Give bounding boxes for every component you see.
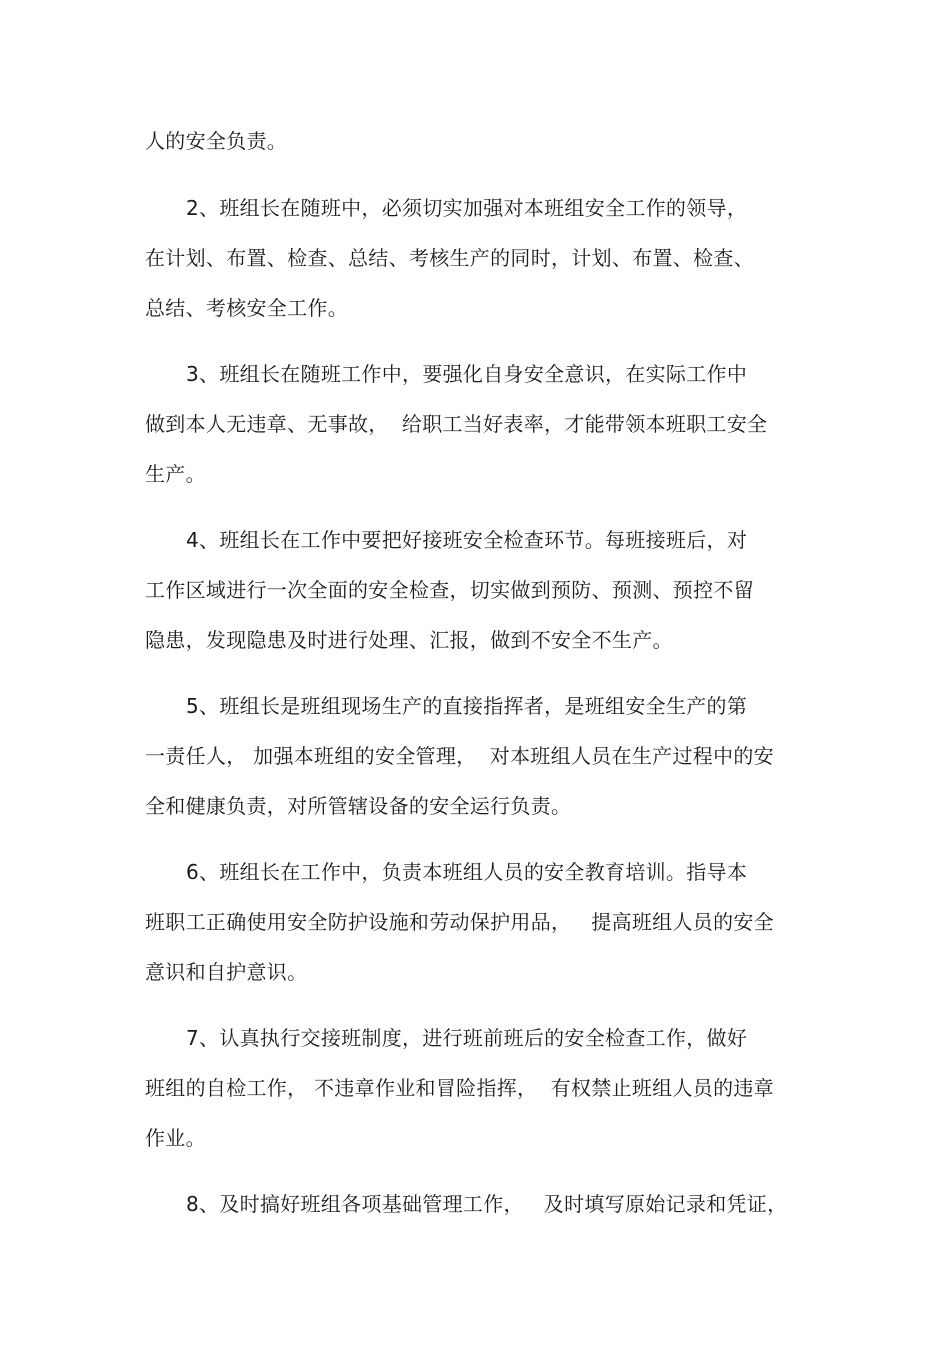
paragraph-7-line: 7、认真执行交接班制度，进行班前班后的安全检查工作，做好 [186, 1026, 748, 1050]
paragraph-2-line: 总结、考核安全工作。 [145, 296, 348, 320]
paragraph-5-line: 5、班组长是班组现场生产的直接指挥者，是班组安全生产的第 [186, 694, 748, 718]
paragraph-6-line: 意识和自护意识。 [145, 960, 308, 984]
paragraph-2-line: 在计划、布置、检查、总结、考核生产的同时，计划、布置、检查、 [145, 246, 754, 270]
paragraph-4-line: 工作区域进行一次全面的安全检查，切实做到预防、预测、预控不留 [145, 578, 754, 602]
paragraph-5-line: 一责任人， 加强本班组的安全管理， 对本班组人员在生产过程中的安 [145, 744, 774, 768]
paragraph-6-line: 班职工正确使用安全防护设施和劳动保护用品， 提高班组人员的安全 [145, 910, 774, 934]
paragraph-3-line: 生产。 [145, 462, 206, 486]
paragraph-7-line: 作业。 [145, 1126, 206, 1150]
paragraph-4-line: 4、班组长在工作中要把好接班安全检查环节。每班接班后，对 [186, 528, 748, 552]
paragraph-8-line: 8、及时搞好班组各项基础管理工作， 及时填写原始记录和凭证， [186, 1192, 788, 1216]
paragraph-5-line: 全和健康负责，对所管辖设备的安全运行负责。 [145, 794, 572, 818]
paragraph-4-line: 隐患，发现隐患及时进行处理、汇报，做到不安全不生产。 [145, 628, 673, 652]
paragraph-6-line: 6、班组长在工作中，负责本班组人员的安全教育培训。指导本 [186, 860, 748, 884]
paragraph-3-line: 3、班组长在随班工作中，要强化自身安全意识，在实际工作中 [186, 362, 748, 386]
paragraph-2-line: 2、班组长在随班中，必须切实加强对本班组安全工作的领导， [186, 196, 748, 220]
text-line: 人的安全负责。 [145, 129, 288, 153]
paragraph-7-line: 班组的自检工作， 不违章作业和冒险指挥， 有权禁止班组人员的违章 [145, 1076, 774, 1100]
paragraph-3-line: 做到本人无违章、无事故， 给职工当好表率，才能带领本班职工安全 [145, 412, 768, 436]
